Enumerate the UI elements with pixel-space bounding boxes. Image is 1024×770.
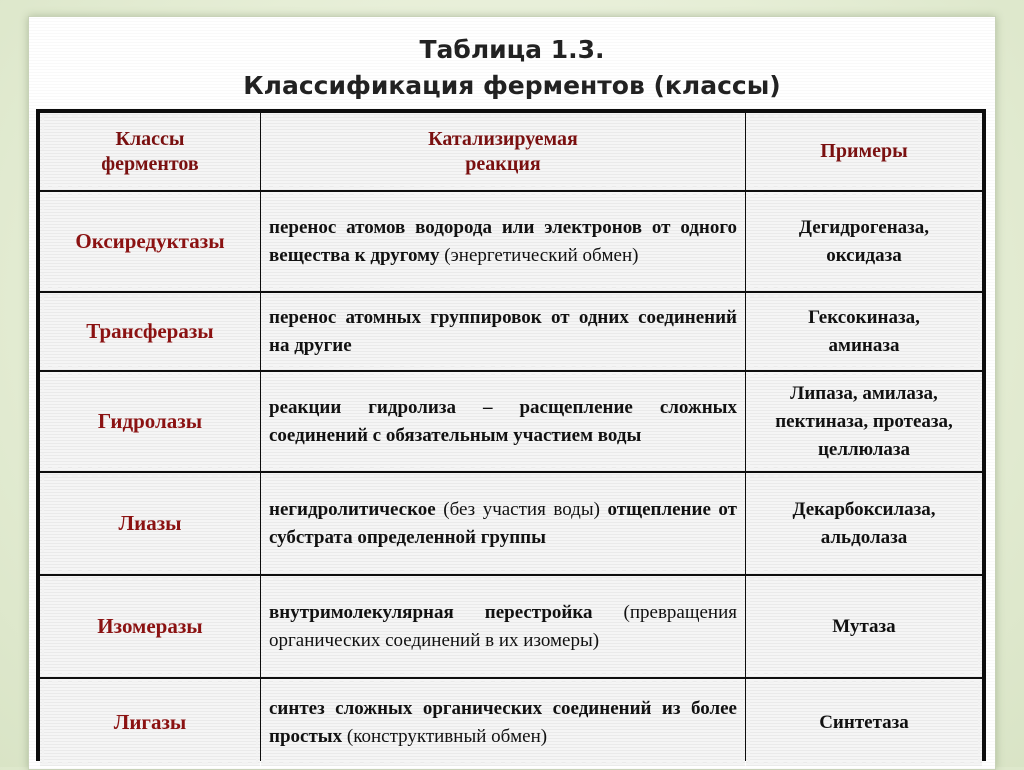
- reaction-cell: [261, 192, 745, 291]
- example-line: Липаза, амилаза,: [790, 382, 938, 404]
- examples-cell: [746, 679, 982, 766]
- reaction-cell: [261, 576, 745, 677]
- header-examples-label: Примеры: [820, 140, 908, 162]
- example-line: Декарбоксилаза,: [792, 498, 936, 520]
- header-examples: [746, 113, 982, 190]
- header-reaction-line2: реакция: [465, 152, 541, 175]
- reaction-bold: негидролитическое: [269, 498, 436, 520]
- examples-cell: [746, 192, 982, 291]
- class-cell: Гидролазы: [40, 372, 260, 471]
- examples-cell: [746, 293, 982, 370]
- reaction-bold: перенос атомов водорода или электронов от одного вещества к другому: [269, 216, 737, 266]
- example-line: оксидаза: [826, 244, 902, 266]
- header-reaction-line1: Катализируемая: [428, 127, 578, 150]
- enzyme-classes-table: [36, 109, 986, 761]
- example-line: пектиназа, протеаза,: [775, 410, 953, 432]
- reaction-normal: (превращения органических соединений в их изомеры): [269, 601, 737, 651]
- reaction-bold-2: отщепление от субстрата определенной группы: [269, 498, 737, 548]
- example-line: целлюлаза: [817, 438, 911, 460]
- class-cell: Лиазы: [40, 473, 260, 574]
- header-classes-line2: ферментов: [101, 152, 199, 175]
- reaction-bold: синтез сложных органических соединений из более простых: [269, 697, 737, 747]
- title-line-2: Классификация ферментов (классы): [243, 71, 781, 100]
- reaction-normal: (конструктивный обмен): [342, 725, 548, 747]
- class-cell: Оксиредуктазы: [40, 192, 260, 291]
- example-line: альдолаза: [820, 526, 908, 548]
- class-cell: Изомеразы: [40, 576, 260, 677]
- examples-cell: [746, 372, 982, 471]
- examples-cell: [746, 576, 982, 677]
- reaction-cell: [261, 372, 745, 471]
- example-line: Синтетаза: [819, 711, 909, 733]
- reaction-normal: (без участия воды): [435, 498, 608, 520]
- title-line-1: Таблица 1.3.: [419, 35, 605, 64]
- example-line: аминаза: [828, 334, 900, 356]
- example-line: Дегидрогеназа,: [798, 216, 930, 238]
- class-cell: Лигазы: [40, 679, 260, 766]
- reaction-cell: [261, 293, 745, 370]
- reaction-bold: внутримолекулярная перестройка: [269, 601, 593, 623]
- class-cell: Трансферазы: [40, 293, 260, 370]
- reaction-normal: (энергетический обмен): [439, 244, 639, 266]
- header-reaction: [261, 113, 745, 190]
- example-line: Мутаза: [832, 615, 896, 637]
- reaction-cell: [261, 473, 745, 574]
- header-classes: [40, 113, 260, 190]
- reaction-bold: реакции гидролиза – расщепление сложных соединений с обязательным участием воды: [269, 396, 737, 446]
- header-classes-line1: Классы: [115, 127, 185, 150]
- example-line: Гексокиназа,: [808, 306, 920, 328]
- examples-cell: [746, 473, 982, 574]
- reaction-cell: [261, 679, 745, 766]
- reaction-bold: перенос атомных группировок от одних соединений на другие: [269, 306, 737, 356]
- slide-title: [0, 32, 1024, 104]
